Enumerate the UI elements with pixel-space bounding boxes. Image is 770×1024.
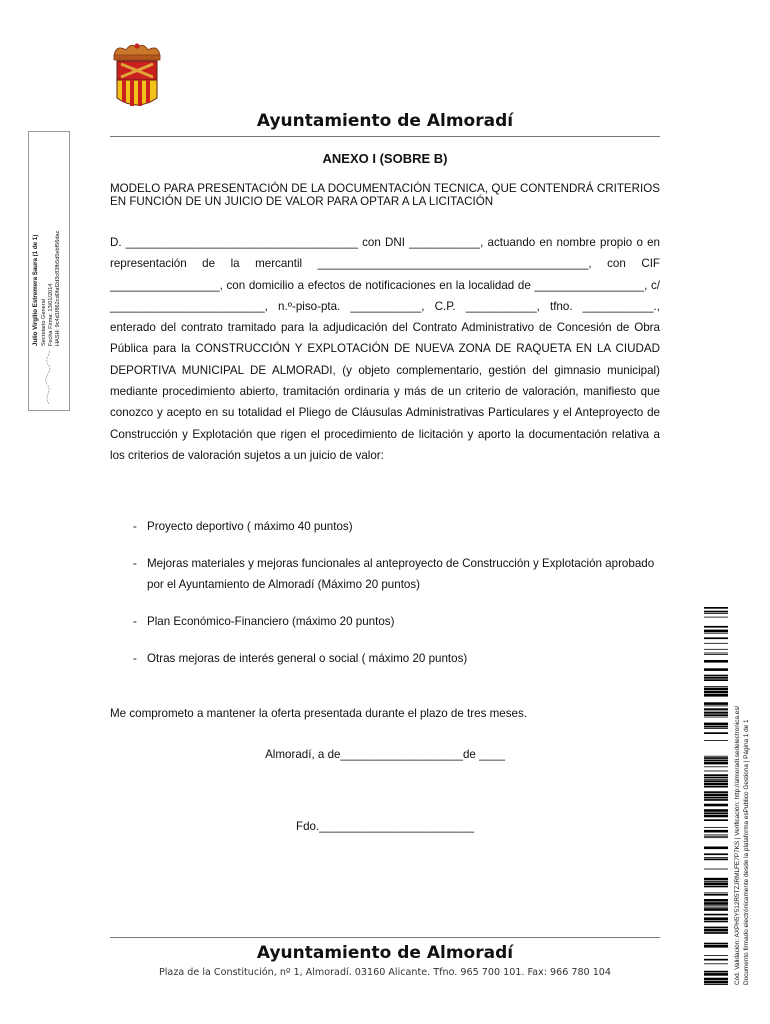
barcode-bar <box>704 779 728 780</box>
barcode-bar <box>704 830 728 833</box>
barcode-bar <box>704 771 728 772</box>
footer-title: Ayuntamiento de Almoradí <box>256 943 514 963</box>
barcode-bar <box>704 799 728 801</box>
barcode-bar <box>704 963 728 964</box>
barcode-bar <box>704 971 728 973</box>
criteria-item-1: Proyecto deportivo ( máximo 40 puntos) <box>147 520 353 533</box>
barcode-bar <box>704 819 728 821</box>
barcode-bar <box>704 869 728 870</box>
barcode-bar <box>704 777 728 779</box>
barcode-bar <box>704 617 728 618</box>
barcode-bar <box>704 812 728 814</box>
list-item <box>133 516 660 537</box>
barcode-bar <box>704 766 728 767</box>
barcode-bar <box>704 809 728 812</box>
barcode-bar <box>704 857 728 858</box>
barcode-bar <box>704 881 728 882</box>
barcode-bar <box>704 611 728 613</box>
barcode-bar <box>704 932 728 934</box>
barcode-bar <box>704 711 728 712</box>
verification-code: Cód. Validación: AXPH5Y512R5TZJRMLFE7P7KS | Verificación: http://almoradi.sedelectronica.es/ <box>734 705 741 985</box>
barcode-bar <box>704 774 728 776</box>
barcode-bar <box>704 815 728 818</box>
handwritten-signature <box>39 348 59 406</box>
barcode-bar <box>704 643 728 644</box>
intro-heading: MODELO PARA PRESENTACIÓN DE LA DOCUMENTACIÓN TECNICA, QUE CONTENDRÁ CRITERIOS EN FUNCIÓN DE UN JUICIO DE VALOR PARA OPTAR A LA LICITACIÓN <box>110 182 660 208</box>
barcode-bar <box>704 882 728 885</box>
barcode-bar <box>704 943 728 945</box>
annex-title: ANEXO I (SOBRE B) <box>322 151 448 166</box>
barcode-bar <box>704 702 728 705</box>
barcode-bar <box>704 691 728 694</box>
barcode-bar <box>704 907 728 908</box>
criteria-item-2: Mejoras materiales y mejoras funcionales al anteproyecto de Construcción y Explotación aprobado por el Ayuntamiento de Almoradí (Máximo 20 puntos) <box>147 557 655 591</box>
barcode-bar <box>704 760 728 762</box>
barcode-bar <box>704 726 728 728</box>
barcode-bar <box>704 653 728 654</box>
list-item <box>133 553 660 595</box>
barcode-bar <box>704 945 728 948</box>
barcode-bar <box>704 902 728 905</box>
barcode-bar <box>704 984 728 985</box>
declaration-paragraph: D. ____________________________________ con DNI ___________, actuando en nombre propio o en representación de la mercantil __________________________________________, con CIF _________________, con domicilio a efectos de notificaciones en la localidad de _________________, c/ ________________________, n.º-piso-pta. ___________, C.P. ___________, tfno. ___________., enterado del contrato tramitado para la adjudicación del Contrato Administrativo de Concesión de Obra Pública para la CONSTRUCCIÓN Y EXPLOTACIÓN DE NUEVA ZONA DE RAQUETA EN LA CIUDAD DEPORTIVA MUNICIPAL DE ALMORADI, (y objeto complementario, gestión del gimnasio municipal) mediante procedimiento abierto, tramitación ordinaria y más de un criterio de valoración, manifiesto que conozco y acepto en su totalidad el Pliego de Cláusulas Administrativas Particulares y el Anteproyecto de Construcción y Explotación que rigen el procedimiento de licitación y aporto la documentación relativa a los criterios de valoración sujetos a un juicio de valor: <box>110 236 660 462</box>
barcode-bar <box>704 780 728 782</box>
barcode-bar <box>704 847 728 850</box>
barcode-bar <box>704 688 728 691</box>
barcode-bar <box>704 677 728 679</box>
barcode-bar <box>704 728 728 729</box>
barcode-bar <box>704 675 728 677</box>
signature-line: Fdo.________________________ <box>296 820 474 833</box>
footer-address: Plaza de la Constitución, nº 1, Almoradí. 03160 Alicante. Tfno. 965 700 101. Fax: 966 780 104 <box>158 967 612 978</box>
header-title: Ayuntamiento de Almoradí <box>256 111 514 131</box>
barcode-bar <box>704 660 728 663</box>
barcode-bar <box>704 626 728 628</box>
barcode-bar <box>704 981 728 984</box>
barcode-bar <box>704 686 728 687</box>
barcode-bar <box>704 762 728 765</box>
barcode-bar <box>704 878 728 881</box>
signer-name: Julio Virgilio Estremera Saura (1 de 1) <box>32 234 39 346</box>
barcode-bar <box>704 740 728 741</box>
list-item <box>133 648 660 669</box>
verification-note: Documento firmado electrónicamente desde la plataforma esPublico Gestiona | Página 1 de 1 <box>743 719 750 985</box>
barcode-bar <box>704 633 728 634</box>
barcode-bar <box>704 708 728 710</box>
declaration-body <box>110 232 660 466</box>
barcode-bar <box>704 679 728 681</box>
barcode-bar <box>704 978 728 981</box>
barcode-bar <box>704 835 728 836</box>
barcode-bar <box>704 630 728 633</box>
signature-hash: HASH: 9c4d1f862cd0faf2d3c83fb5d5ebf56dac <box>55 230 61 346</box>
barcode-bar <box>704 837 728 838</box>
barcode-bar <box>704 757 728 759</box>
bullet-marker: - <box>133 652 137 665</box>
barcode-bar <box>704 927 728 929</box>
barcode-bar <box>704 899 728 902</box>
barcode-bar <box>704 929 728 932</box>
barcode-bar <box>704 959 728 961</box>
barcode-bar <box>704 797 728 799</box>
barcode-bar <box>704 894 728 896</box>
barcode-bar <box>704 827 728 828</box>
barcode-bar <box>704 973 728 976</box>
barcode-bar <box>704 714 728 716</box>
barcode-bar <box>704 712 728 714</box>
footer-divider <box>110 937 660 938</box>
barcode-bar <box>704 717 728 718</box>
barcode-bar <box>704 607 728 609</box>
barcode-bar <box>704 794 728 797</box>
bullet-marker: - <box>133 557 137 570</box>
barcode-bar <box>704 921 728 923</box>
criteria-list <box>133 516 660 685</box>
signature-date: Fecha Firma: 13/01/2014 <box>48 283 54 346</box>
barcode-bar <box>704 786 728 788</box>
bullet-marker: - <box>133 520 137 533</box>
barcode-bar <box>704 893 728 894</box>
barcode-bar <box>704 756 728 757</box>
barcode-bar <box>704 917 728 920</box>
barcode-bar <box>704 613 728 614</box>
barcode-bar <box>704 654 728 655</box>
barcode-bar <box>704 859 728 861</box>
barcode-bar <box>704 637 728 639</box>
criteria-item-4: Otras mejoras de interés general o social ( máximo 20 puntos) <box>147 652 468 665</box>
list-item <box>133 611 660 632</box>
barcode-bar <box>704 905 728 906</box>
barcode-bar <box>704 908 728 911</box>
barcode-bar <box>704 649 728 650</box>
verification-text <box>732 607 760 985</box>
barcode <box>704 607 728 985</box>
barcode-bar <box>704 783 728 786</box>
barcode-bar <box>704 694 728 697</box>
barcode-bar <box>704 955 728 956</box>
barcode-bar <box>704 791 728 793</box>
signature-stamp <box>28 131 70 411</box>
header-divider <box>110 136 660 137</box>
barcode-bar <box>704 886 728 888</box>
barcode-bar <box>704 668 728 671</box>
coat-of-arms-logo <box>108 42 166 110</box>
signer-role: Secretario General <box>41 299 47 346</box>
barcode-bar <box>704 853 728 855</box>
bullet-marker: - <box>133 615 137 628</box>
barcode-bar <box>704 836 728 837</box>
barcode-bar <box>704 732 728 734</box>
criteria-item-3: Plan Económico-Financiero (máximo 20 puntos) <box>147 615 395 628</box>
barcode-bar <box>704 914 728 916</box>
barcode-bar <box>704 706 728 707</box>
barcode-bar <box>704 804 728 807</box>
barcode-bar <box>704 723 728 726</box>
commitment-text: Me comprometo a mantener la oferta presentada durante el plazo de tres meses. <box>110 707 527 720</box>
place-date-line: Almoradí, a de___________________de ____ <box>265 748 505 761</box>
